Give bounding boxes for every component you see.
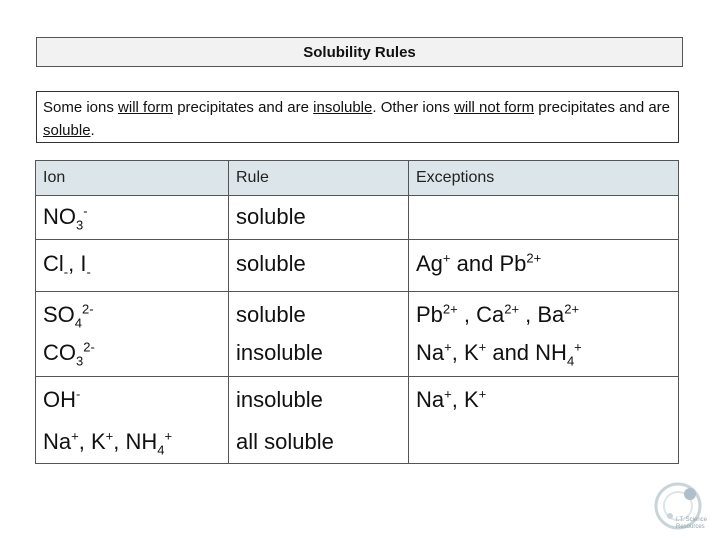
superscript: + xyxy=(478,339,487,355)
subscript: 4 xyxy=(566,353,575,369)
exceptions-cell xyxy=(409,377,679,464)
header-ion: Ion xyxy=(36,161,229,196)
formula-text: Cl xyxy=(43,251,64,276)
formula-text: Na xyxy=(416,340,445,365)
exceptions-cell xyxy=(409,196,679,240)
ion-cell xyxy=(36,292,229,377)
rule-text: soluble xyxy=(236,204,306,229)
superscript: + xyxy=(105,428,114,444)
superscript: - xyxy=(76,386,81,402)
title-text: Solubility Rules xyxy=(303,43,416,61)
superscript: + xyxy=(478,386,487,402)
subscript: - xyxy=(63,264,69,280)
subscript: 3 xyxy=(76,353,84,369)
superscript: + xyxy=(444,339,452,355)
subscript: 3 xyxy=(76,217,84,233)
rule-text: all soluble xyxy=(236,429,334,454)
formula xyxy=(416,334,678,372)
formula xyxy=(416,296,678,334)
superscript: 2+ xyxy=(504,301,520,317)
formula-text: Pb xyxy=(416,302,443,327)
formula-text: Ag xyxy=(416,251,443,276)
intro-part: . Other ions xyxy=(372,99,455,116)
intro-underline: soluble xyxy=(43,122,91,139)
intro-text-box xyxy=(36,91,679,143)
intro-underline: will form xyxy=(118,99,174,116)
ion-cell xyxy=(36,240,229,292)
formula xyxy=(416,245,678,283)
intro-part: precipitates and are xyxy=(173,99,314,116)
formula-text: and NH xyxy=(486,340,567,365)
formula-text: and Pb xyxy=(450,251,527,276)
formula-text: NO xyxy=(43,204,76,229)
formula-text: , K xyxy=(78,429,106,454)
formula xyxy=(43,296,228,334)
ion-cell xyxy=(36,377,229,464)
rule-cell xyxy=(229,292,409,377)
header-exceptions: Exceptions xyxy=(409,161,679,196)
superscript: + xyxy=(442,250,451,266)
subscript: 4 xyxy=(157,442,165,458)
formula-text: , I xyxy=(68,251,87,276)
table-header-row xyxy=(36,161,679,196)
rule-text: soluble xyxy=(236,251,306,276)
intro-part: precipitates and are xyxy=(534,99,671,116)
formula-text: , K xyxy=(451,387,479,412)
intro-part: . xyxy=(90,122,95,139)
exceptions-cell xyxy=(409,240,679,292)
formula-text: , Ca xyxy=(457,302,505,327)
superscript: 2+ xyxy=(526,250,542,266)
rule-text: insoluble xyxy=(236,387,323,412)
page-title xyxy=(36,37,683,67)
rule-cell xyxy=(229,377,409,464)
exceptions-cell xyxy=(409,292,679,377)
solubility-table xyxy=(35,160,679,464)
superscript: + xyxy=(574,339,582,355)
superscript: 2- xyxy=(83,339,95,355)
formula xyxy=(43,245,228,283)
superscript: 2- xyxy=(82,301,94,317)
superscript: + xyxy=(444,386,452,402)
subscript: 4 xyxy=(74,315,83,331)
formula xyxy=(43,334,228,372)
subscript: - xyxy=(86,264,91,280)
superscript: - xyxy=(83,203,88,219)
intro-part: Some ions xyxy=(43,99,119,116)
logo-text: I.T. Science Resources xyxy=(676,517,708,530)
table-row xyxy=(36,196,679,240)
table-row xyxy=(36,292,679,377)
ion-cell xyxy=(36,196,229,240)
formula-text: CO xyxy=(43,340,76,365)
formula-text: , Ba xyxy=(519,302,565,327)
formula-text: OH xyxy=(43,387,76,412)
formula-text: Na xyxy=(43,429,72,454)
formula xyxy=(43,379,228,421)
intro-underline: insoluble xyxy=(313,99,373,116)
superscript: 2+ xyxy=(564,301,580,317)
header-rule: Rule xyxy=(229,161,409,196)
formula-text: Na xyxy=(416,387,445,412)
formula xyxy=(43,198,228,236)
formula-text: , NH xyxy=(113,429,158,454)
intro-underline: will not form xyxy=(454,99,535,116)
formula xyxy=(43,421,228,463)
formula-text: SO xyxy=(43,302,75,327)
formula xyxy=(416,379,678,421)
rule-cell xyxy=(229,240,409,292)
rule-text: insoluble xyxy=(236,340,323,365)
superscript: 2+ xyxy=(442,301,458,317)
rule-cell xyxy=(229,196,409,240)
formula-text: , K xyxy=(451,340,479,365)
superscript: + xyxy=(164,428,173,444)
rule-text: soluble xyxy=(236,302,306,327)
table-row xyxy=(36,240,679,292)
table-row xyxy=(36,377,679,464)
superscript: + xyxy=(71,428,79,444)
